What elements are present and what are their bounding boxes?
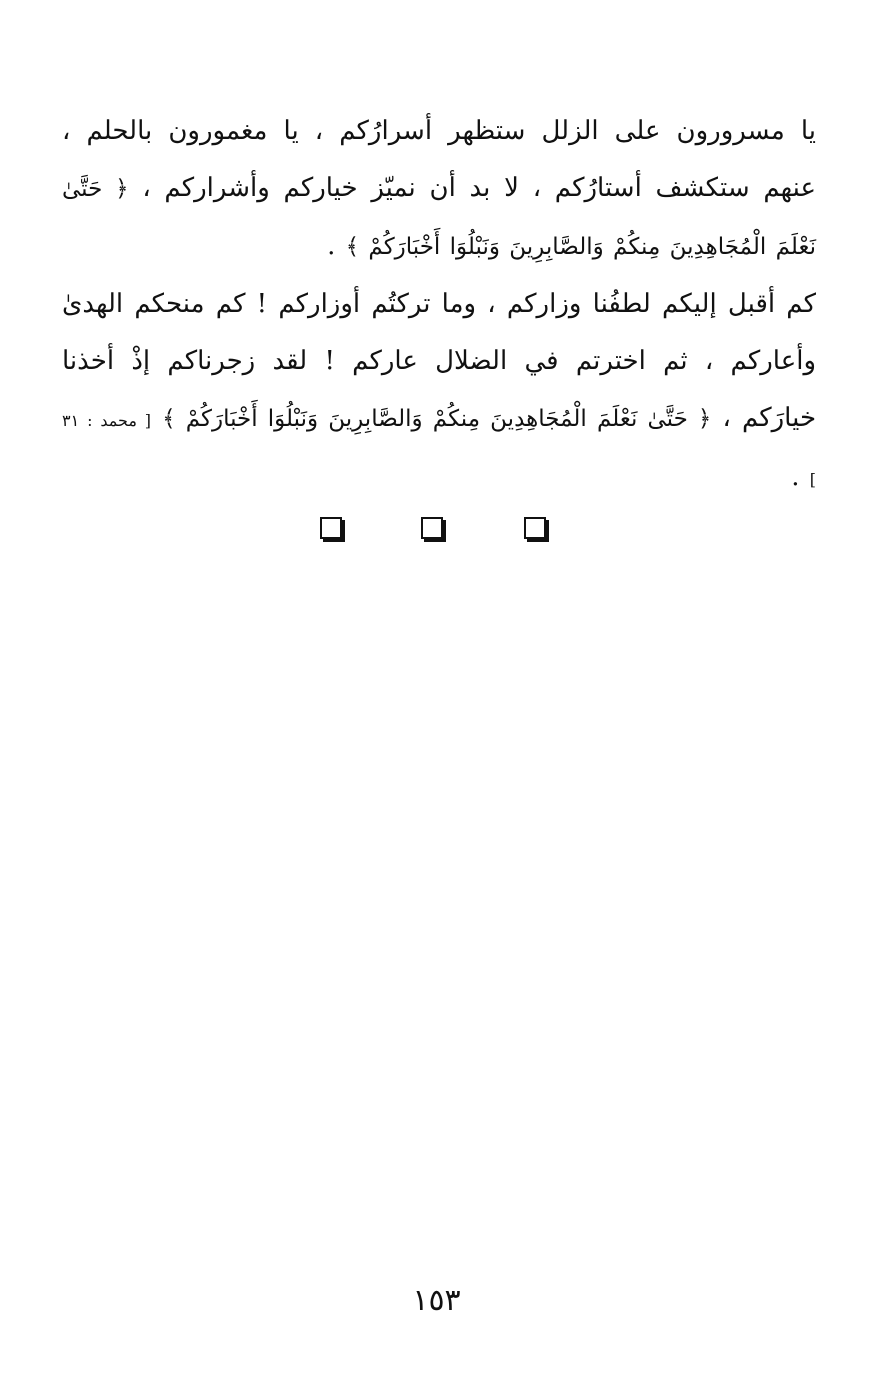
verse-citation: [ محمد : ٣١ ] (62, 411, 816, 489)
paragraph-2 (62, 276, 816, 508)
paragraph-1 (62, 103, 816, 276)
paragraph-2-end: . (791, 462, 810, 492)
paragraph-2-text: كم أقبل إليكم لطفُنا وزاركم ، وما تركتُم أوزاركم ! كم منحكم الهدىٰ وأعاركم ، ثم اخترتم في الضلال عاركم ! لقد زجرناكم إذْ أخذنا خيارَكم ، (62, 289, 817, 433)
page-number: ١٥٣ (412, 1283, 461, 1318)
section-separator (0, 517, 873, 547)
quran-verse-2: ﴿ حَتَّىٰ نَعْلَمَ الْمُجَاهِدِينَ مِنكُمْ وَالصَّابِرِينَ وَنَبْلُوَا أَخْبَارَكُمْ ﴾ (162, 406, 712, 432)
paragraph-1-end: . (327, 231, 346, 261)
separator-box-icon (421, 517, 443, 539)
quran-verse-1: ﴿ حَتَّىٰ نَعْلَمَ الْمُجَاهِدِينَ مِنكُمْ وَالصَّابِرِينَ وَنَبْلُوَا أَخْبَارَكُمْ ﴾ (62, 176, 816, 260)
paragraph-1-text: يا مسرورون على الزلل ستظهر أسرارُكم ، يا مغمورون بالحلم ، عنهم ستكشف أستارُكم ، لا بد أن نميّز خياركم وأشراركم ، (62, 116, 817, 203)
separator-box-icon (524, 517, 546, 539)
separator-box-icon (320, 517, 342, 539)
